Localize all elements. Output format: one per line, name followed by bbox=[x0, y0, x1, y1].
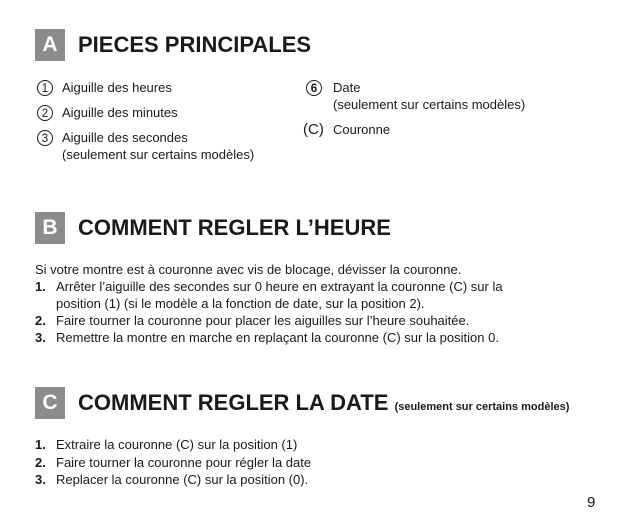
part-label-minute-hand: Aiguille des minutes bbox=[62, 105, 178, 120]
step-text: Faire tourner la couronne pour placer les aiguilles sur l’heure souhaitée. bbox=[56, 313, 470, 328]
step-text: Faire tourner la couronne pour régler la date bbox=[56, 455, 312, 470]
step-number: 3. bbox=[35, 472, 46, 487]
step-text-continued: position (1) (si le modèle a la fonction de date, sur la position 2). bbox=[56, 296, 425, 311]
step-text: Remettre la montre en marche en replaçant la couronne (C) sur la position 0. bbox=[56, 330, 499, 345]
marker-2: 2 bbox=[37, 105, 53, 121]
part-label-date: Date bbox=[333, 80, 361, 95]
section-c-title bbox=[78, 387, 569, 423]
page-number: 9 bbox=[587, 494, 596, 511]
step-number: 1. bbox=[35, 437, 46, 452]
section-b-intro: Si votre montre est à couronne avec vis de blocage, dévisser la couronne. bbox=[35, 262, 462, 277]
step-text: Arrêter l’aiguille des secondes sur 0 heure en extrayant la couronne (C) sur la bbox=[56, 279, 503, 294]
section-c-title-text: COMMENT REGLER LA DATE bbox=[78, 390, 389, 415]
part-label-second-hand: Aiguille des secondes bbox=[62, 130, 188, 145]
step-number: 3. bbox=[35, 330, 46, 345]
step-number: 2. bbox=[35, 313, 46, 328]
part-label-date-note: (seulement sur certains modèles) bbox=[333, 97, 526, 112]
part-label-crown: Couronne bbox=[333, 122, 391, 137]
step-text: Replacer la couronne (C) sur la position (0). bbox=[56, 472, 309, 487]
section-a-letter-badge: A bbox=[35, 29, 65, 61]
section-b-title: COMMENT REGLER L’HEURE bbox=[78, 215, 391, 240]
step-text: Extraire la couronne (C) sur la position (1) bbox=[56, 437, 298, 452]
section-b-letter-badge: B bbox=[35, 212, 65, 244]
marker-3: 3 bbox=[37, 130, 53, 146]
marker-1: 1 bbox=[37, 80, 53, 96]
step-number: 1. bbox=[35, 279, 46, 294]
marker-c: (C) bbox=[303, 121, 324, 138]
marker-6: 6 bbox=[306, 80, 322, 96]
section-a-title: PIECES PRINCIPALES bbox=[78, 32, 312, 57]
part-label-hour-hand: Aiguille des heures bbox=[62, 80, 172, 95]
section-c-title-note: (seulement sur certains modèles) bbox=[394, 401, 570, 413]
part-label-second-hand-note: (seulement sur certains modèles) bbox=[62, 147, 255, 162]
step-number: 2. bbox=[35, 455, 46, 470]
section-c-letter-badge: C bbox=[35, 387, 65, 419]
